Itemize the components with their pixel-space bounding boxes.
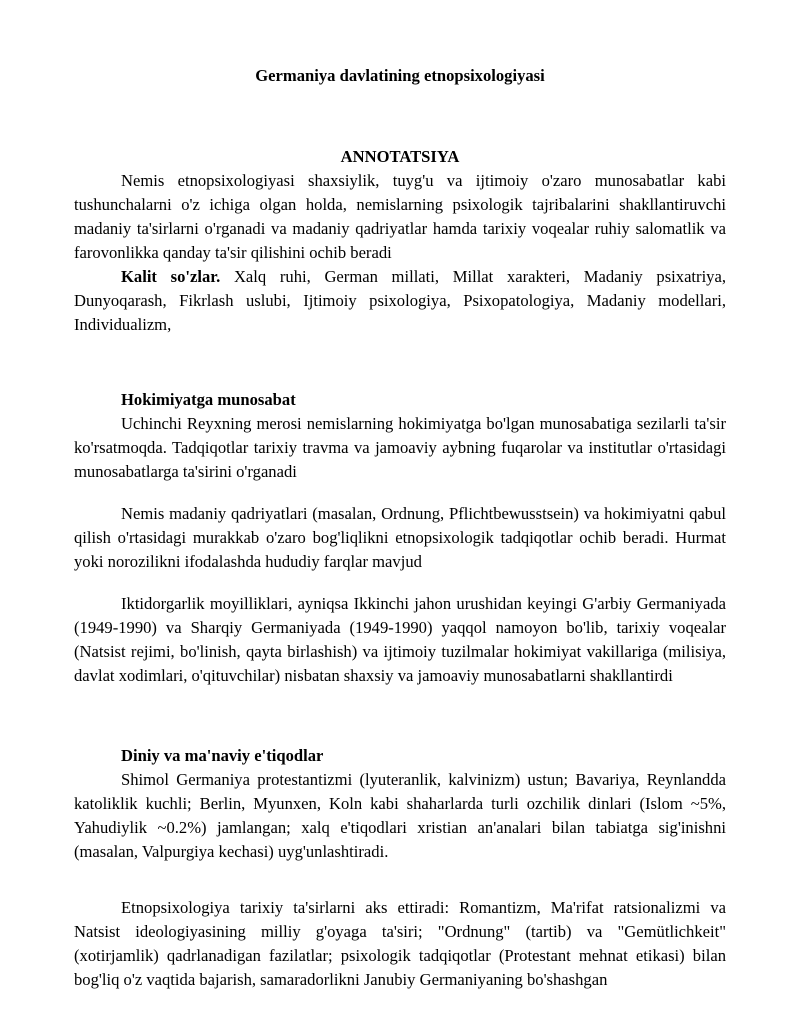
section-religion-paragraph-2: Etnopsixologiya tarixiy ta'sirlarni aks ettiradi: Romantizm, Ma'rifat ratsionalizmi va Natsist ideologiyasining milliy g'oyaga ta'siri; "Ordnung" (tartib) va "Gemütlichkeit" (xotirjamlik) qadrlanadigan fazilatlar; psixologik tadqiqotlar (Protestant mehnat etikasi) bilan bog'liq o'z vaqtida bajarish, samaradorlikni Janubiy Germaniyaning bo'shashgan <box>74 898 726 989</box>
keywords-text: Xalq ruhi, German millati, Millat xarakteri, Madaniy psixatriya, Dunyoqarash, Fikrlash uslubi, Ijtimoiy psixologiya, Psixopatologiya, Madaniy modellari, Individualizm, <box>74 267 726 334</box>
section-heading-religion: Diniy va ma'naviy e'tiqodlar <box>121 746 324 765</box>
annotation-paragraph: Nemis etnopsixologiyasi shaxsiylik, tuyg'u va ijtimoiy o'zaro munosabatlar kabi tushunchalarni o'z ichiga olgan holda, nemislarning psixologik tajribalarini shakllantiruvchi madaniy ta'sirlarni o'rganadi va madaniy qadriyatlar hamda tarixiy voqealar ruhiy salomatlik va farovonlikka qanday ta'sir qilishini ochib beradi <box>74 171 726 262</box>
annotation-heading: ANNOTATSIYA <box>340 147 460 166</box>
section-authority-paragraph-3: Iktidorgarlik moyilliklari, ayniqsa Ikkinchi jahon urushidan keyingi G'arbiy Germaniyada (1949-1990) va Sharqiy Germaniyada (1949-1990) yaqqol namoyon bo'lib, tarixiy voqealar (Natsist rejimi, bo'linish, qayta birlashish) va ijtimoiy tuzilmalar hokimiyat vakillariga (milisiya, davlat xodimlari, o'qituvchilar) nisbatan shaxsiy va jamoaviy munosabatlarni shakllantirdi <box>74 594 726 685</box>
keywords-paragraph <box>74 265 726 337</box>
section-religion-paragraph-1: Shimol Germaniya protestantizmi (lyuteranlik, kalvinizm) ustun; Bavariya, Reynlandda katoliklik kuchli; Berlin, Myunxen, Koln kabi shaharlarda turli ozchilik dinlari (Islom ~5%, Yahudiylik ~0.2%) jamlangan; xalq e'tiqodlari xristian an'analari bilan tabiatga sig'inishni (masalan, Valpurgiya kechasi) uyg'unlashtiradi. <box>74 770 726 861</box>
keywords-label: Kalit so'zlar. <box>121 267 221 286</box>
section-heading-authority: Hokimiyatga munosabat <box>121 390 296 409</box>
section-authority-paragraph-2: Nemis madaniy qadriyatlari (masalan, Ordnung, Pflichtbewusstsein) va hokimiyatni qabul qilish o'rtasidagi murakkab o'zaro bog'liqlikni etnopsixologik tadqiqotlar ochib beradi. Hurmat yoki norozilikni ifodalashda hududiy farqlar mavjud <box>74 504 726 571</box>
section-authority-paragraph-1: Uchinchi Reyxning merosi nemislarning hokimiyatga bo'lgan munosabatiga sezilarli ta'sir ko'rsatmoqda. Tadqiqotlar tarixiy travma va jamoaviy aybning fuqarolar va institutlar o'rtasidagi munosabatlarga ta'sirini o'rganadi <box>74 414 726 481</box>
document-title: Germaniya davlatining etnopsixologiyasi <box>255 66 545 85</box>
